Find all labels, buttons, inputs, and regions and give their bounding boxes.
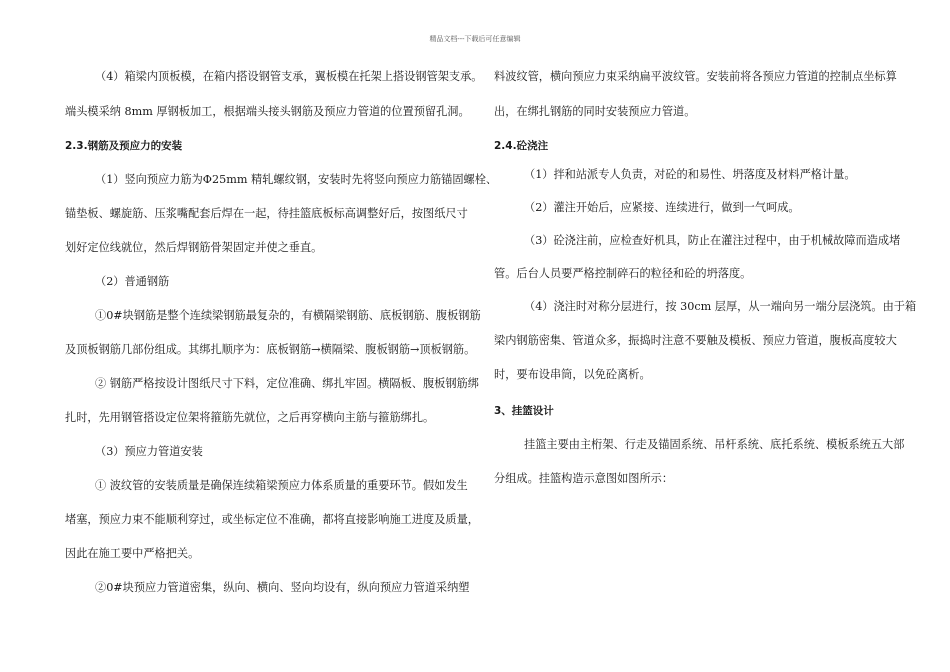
paragraph-line: 端头模采纳 8mm 厚钢板加工，根据端头接头钢筋及预应力管道的位置预留孔洞。: [65, 105, 470, 118]
paragraph-line: 因此在施工要中严格把关。: [65, 547, 200, 560]
paragraph-line: （4）浇注时对称分层进行，按 30cm 层厚，从一端向另一端分层浇筑。由于箱: [524, 300, 917, 313]
paragraph-line: ① 波纹管的安装质量是确保连续箱梁预应力体系质量的重要环节。假如发生: [95, 479, 468, 492]
paragraph-line: 梁内钢筋密集、管道众多，振捣时注意不要触及模板、预应力管道，腹板高度较大: [494, 334, 897, 347]
page-header: 精品文档---下载后可任意编辑: [429, 35, 521, 43]
paragraph-line: （3）预应力管道安装: [95, 445, 203, 458]
paragraph-line: （3）砼浇注前，应检查好机具，防止在灌注过程中，由于机械故障而造成堵: [524, 234, 901, 247]
paragraph-line: （4）箱梁内顶板模，在箱内搭设钢管支承，翼板模在托架上搭设钢管架支承。: [95, 70, 483, 83]
paragraph-line: ② 钢筋严格按设计图纸尺寸下料，定位准确、绑扎牢固。横隔板、腹板钢筋绑: [95, 377, 479, 390]
section-heading: 3、挂篮设计: [494, 405, 554, 417]
paragraph-line: 划好定位线就位，然后焊钢筋骨架固定并使之垂直。: [65, 241, 323, 254]
paragraph-line: （1）竖向预应力筋为Φ25mm 精轧螺纹钢，安装时先将竖向预应力筋锚固螺栓、: [95, 173, 498, 186]
paragraph-line: 时，要布设串筒，以免砼离析。: [494, 368, 651, 381]
paragraph-line: ②0#块预应力管道密集，纵向、横向、竖向均设有，纵向预应力管道采纳塑: [95, 581, 470, 594]
paragraph-line: 及顶板钢筋几部份组成。其绑扎顺序为：底板钢筋→横隔梁、腹板钢筋→顶板钢筋。: [65, 343, 476, 356]
paragraph-line: 料波纹管，横向预应力束采纳扁平波纹管。安装前将各预应力管道的控制点坐标算: [494, 70, 897, 83]
paragraph-line: 管。后台人员要严格控制碎石的粒径和砼的坍落度。: [494, 267, 752, 280]
section-heading: 2.4.砼浇注: [494, 140, 549, 152]
paragraph-line: ①0#块钢筋是整个连续梁钢筋最复杂的，有横隔梁钢筋、底板钢筋、腹板钢筋: [95, 309, 481, 322]
paragraph-line: 锚垫板、螺旋筋、压浆嘴配套后焊在一起，待挂篮底板标高调整好后，按图纸尺寸: [65, 207, 468, 220]
paragraph-line: 出，在绑扎钢筋的同时安装预应力管道。: [494, 105, 696, 118]
paragraph-line: 堵塞，预应力束不能顺利穿过，或坐标定位不准确，都将直接影响施工进度及质量，: [65, 513, 479, 526]
paragraph-line: （2）普通钢筋: [95, 275, 170, 288]
paragraph-line: 挂篮主要由主桁架、行走及锚固系统、吊杆系统、底托系统、模板系统五大部: [524, 438, 905, 451]
paragraph-line: （2）灌注开始后，应紧接、连续进行，做到一气呵成。: [524, 201, 800, 214]
paragraph-line: 扎时，先用钢管搭设定位架将箍筋先就位，之后再穿横向主筋与箍筋绑扎。: [65, 411, 435, 424]
section-heading: 2.3.钢筋及预应力的安装: [65, 140, 183, 152]
paragraph-line: （1）拌和站派专人负责，对砼的和易性、坍落度及材料严格计量。: [524, 168, 856, 181]
paragraph-line: 分组成。挂篮构造示意图如图所示：: [494, 472, 674, 485]
